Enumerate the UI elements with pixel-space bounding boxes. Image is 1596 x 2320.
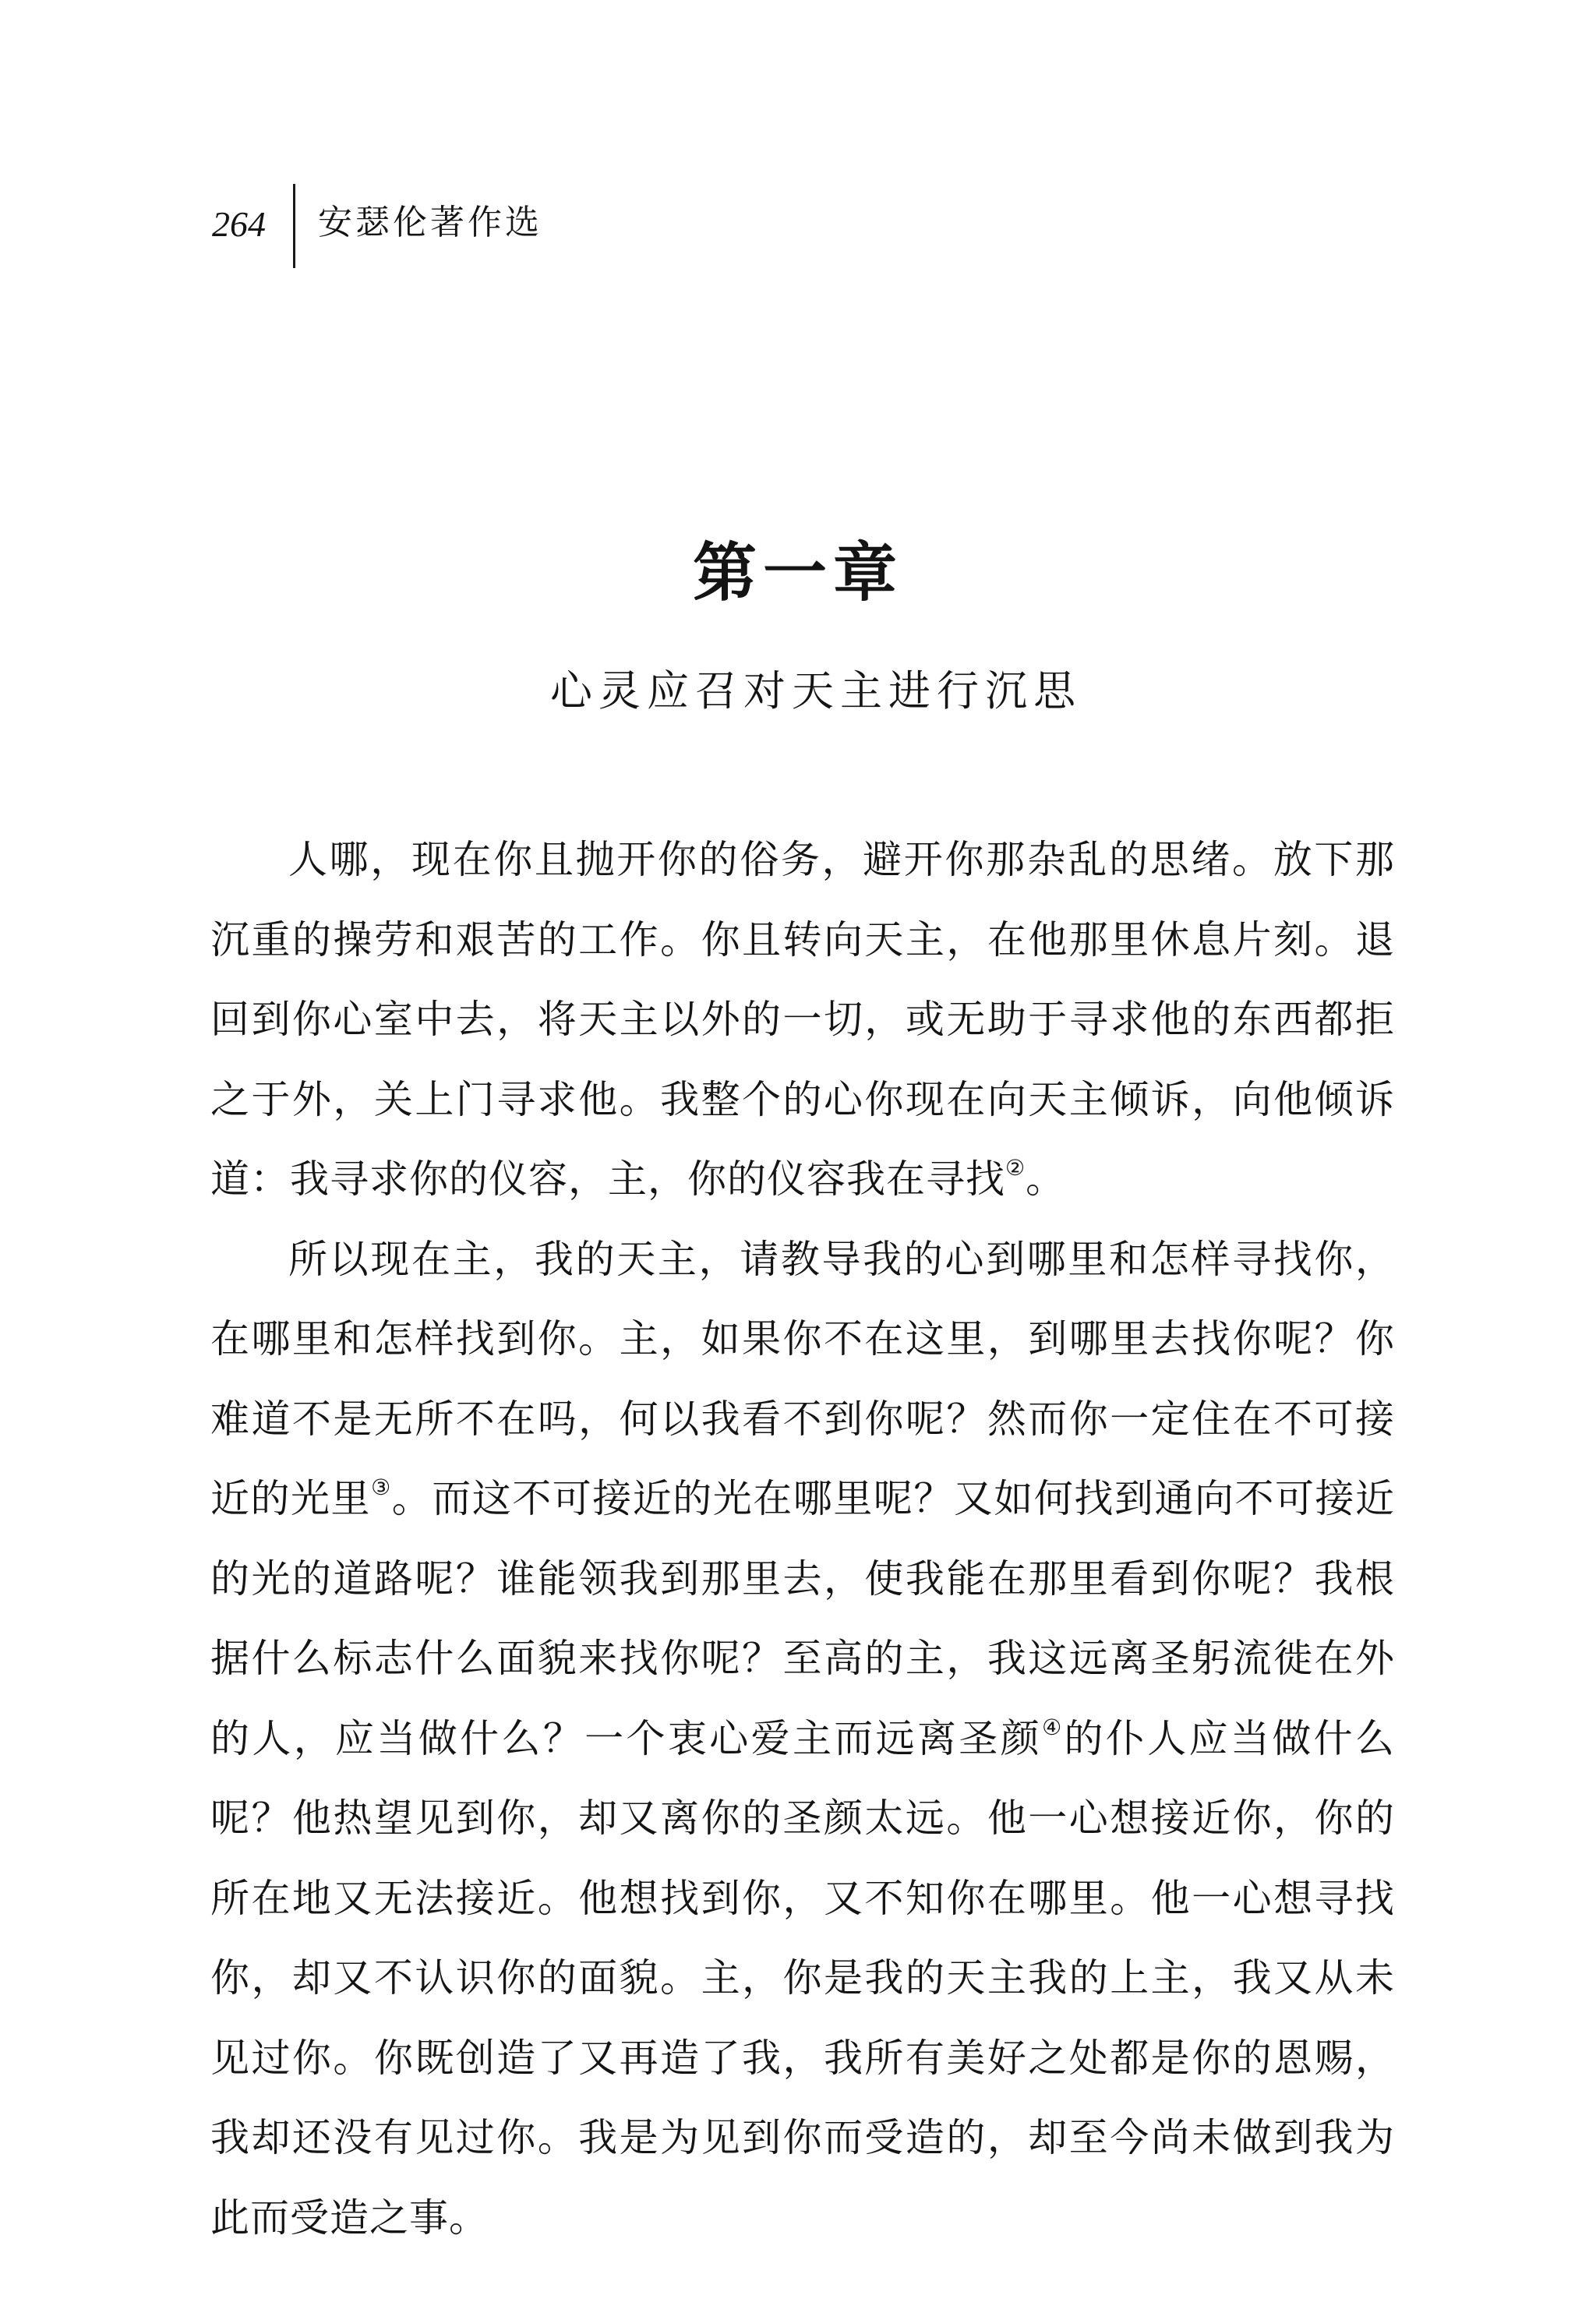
- paragraph-text: 的仆人应当做什么呢？他热望见到你，却又离你的圣颜太远。他一心想接近你，你的所在地又无法接近。他想找到你，又不知你在哪里。他一心想寻找你，却又不认识你的面貌。主，你是我的天主我的上主，我又从未见过你。你既创造了又再造了我，我所有美好之处都是你的恩赐，我却还没有见过你。我是为见到你而受造的，却至今尚未做到我为此而受造之事。: [210, 1715, 1396, 2241]
- paragraph-text: 人哪，现在你且抛开你的俗务，避开你那杂乱的思绪。放下那沉重的操劳和艰苦的工作。你且转向天主，在他那里休息片刻。退回到你心室中去，将天主以外的一切，或无助于寻求他的东西都拒之于外，关上门寻求他。我整个的心你现在向天主倾诉，向他倾诉道：我寻求你的仪容，主，你的仪容我在寻找: [210, 837, 1395, 1202]
- footnote-marker: ④: [1042, 1714, 1065, 1740]
- paragraph: [210, 820, 1395, 1220]
- paragraph: [210, 1220, 1395, 2258]
- footnote-marker: ②: [1005, 1155, 1026, 1181]
- paragraph-text: 所以现在主，我的天主，请教导我的心到哪里和怎样寻找你，在哪里和怎样找到你。主，如果你不在这里，到哪里去找你呢？你难道不是无所不在吗，何以我看不到你呢？然而你一定住在不可接近的光里: [210, 1236, 1395, 1521]
- paragraph-text: 。而这不可接近的光在哪里呢？又如何找到通向不可接近的光的道路呢？谁能领我到那里去，使我能在那里看到你呢？我根据什么标志什么面貌来找你呢？至高的主，我这远离圣躬流徙在外的人，应当做什么？一个衷心爱主而远离圣颜: [210, 1476, 1396, 1761]
- paragraph-text: 。: [1026, 1156, 1066, 1202]
- body-text: [210, 820, 1395, 2258]
- page-number: 264: [212, 204, 266, 244]
- footnote-marker: ③: [371, 1474, 392, 1500]
- chapter-title: 第一章: [692, 536, 903, 610]
- running-title: 安瑟伦著作选: [318, 203, 542, 242]
- chapter-subtitle: 心灵应召对天主进行沉思: [550, 666, 1082, 715]
- header-divider: [293, 184, 295, 268]
